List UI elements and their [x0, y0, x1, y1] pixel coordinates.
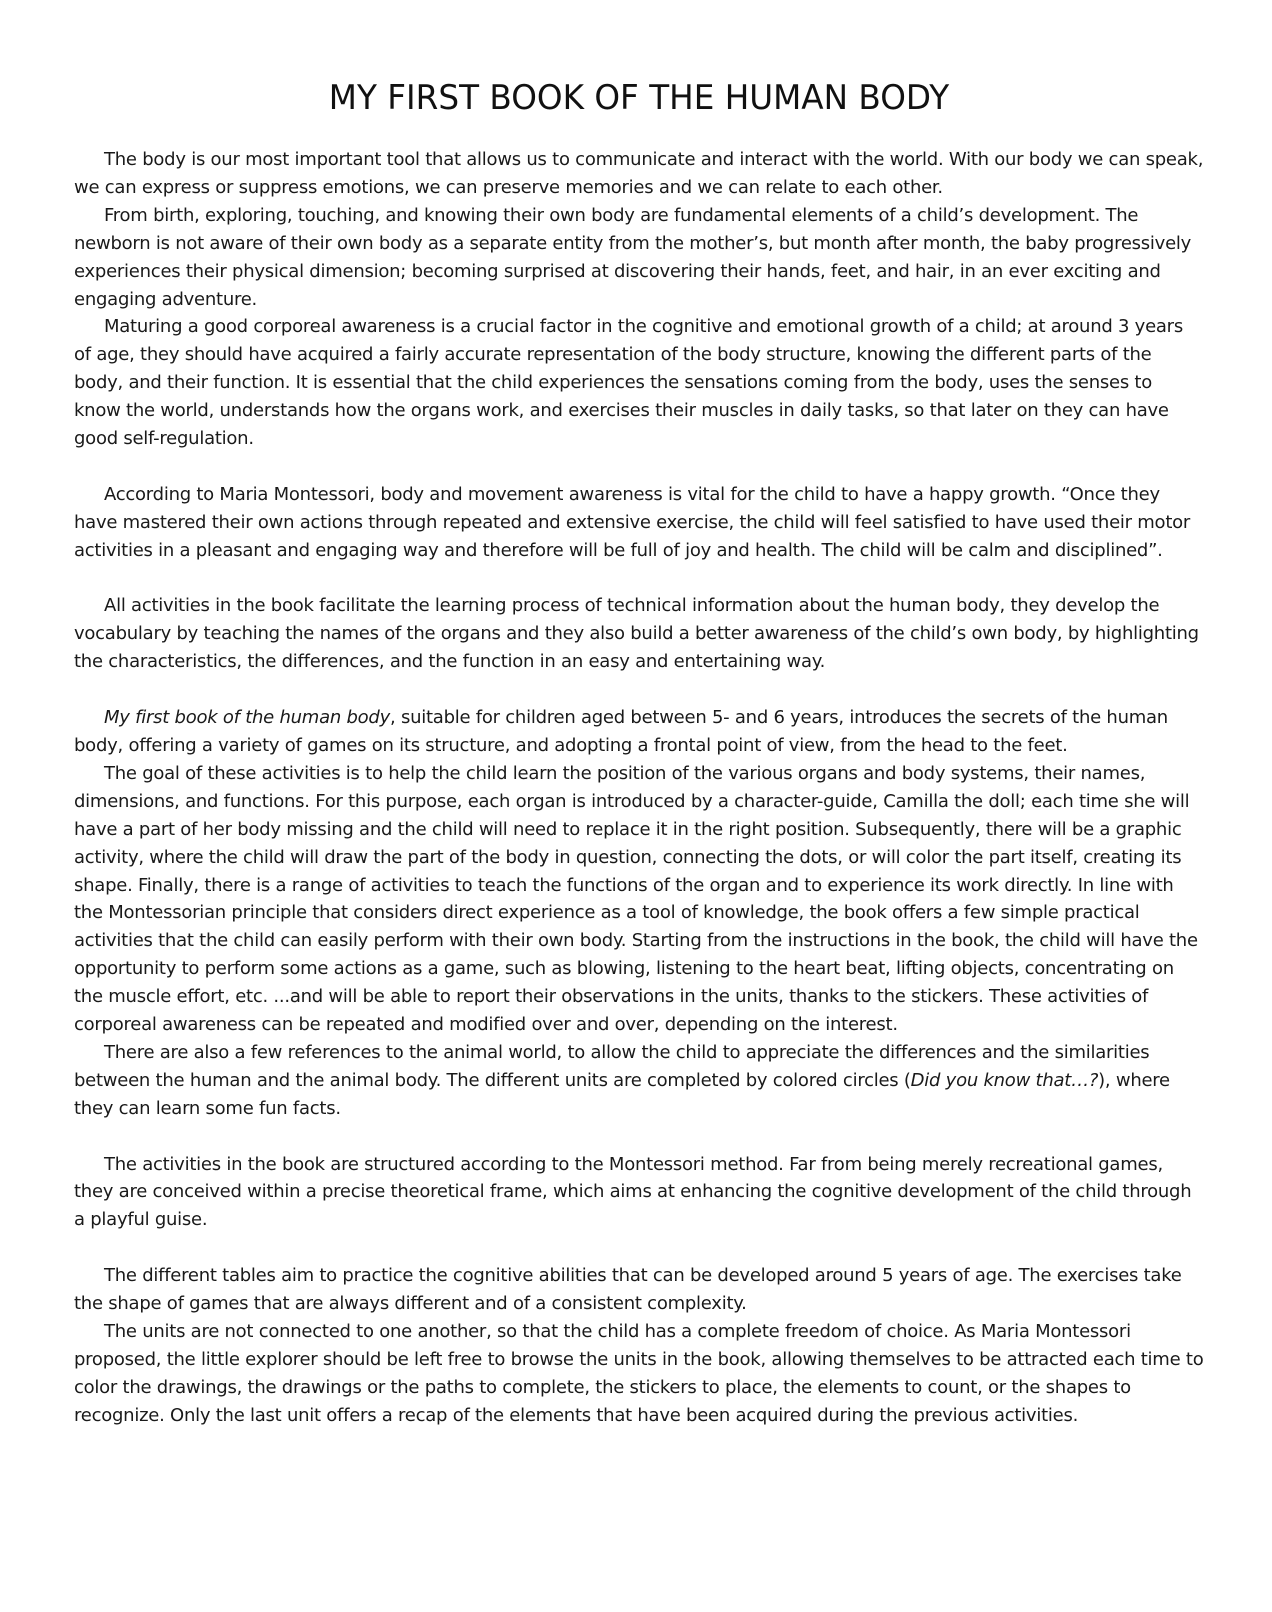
- book-intro-text: , suitable for children aged between 5- and 6 years, introduces the secrets of the human body, offering a variety of games on its structure, and adopting a frontal point of view, from the head to the feet.: [74, 707, 1168, 756]
- paragraph-animal-world: [74, 1039, 1204, 1123]
- paragraph-units-freedom: The units are not connected to one another, so that the child has a complete freedom of choice. As Maria Montessori proposed, the little explorer should be left free to browse the units in the book, allowing themselves to be attracted each time to color the drawings, the drawings or the paths to complete, the stickers to place, the elements to count, or the shapes to recognize. Only the last unit offers a recap of the elements that have been acquired during the previous activities.: [74, 1320, 1204, 1426]
- animal-world-text-after: ), where they can learn some fun facts.: [74, 1069, 1170, 1119]
- paragraph-gap: [74, 565, 1204, 593]
- page-title: MY FIRST BOOK OF THE HUMAN BODY: [328, 78, 950, 118]
- document-page: [74, 76, 1204, 1430]
- paragraph-cognitive-tables: The different tables aim to practice the cognitive abilities that can be developed around 5 years of age. The exercises take the shape of games that are always different and of a consistent complexity.: [74, 1265, 1182, 1315]
- animal-world-text-before: There are also a few references to the animal world, to allow the child to appreciate the differences and the similarities between the human and the animal body. The different units are completed by colored circles (: [74, 1041, 1150, 1091]
- paragraph-activities-goal: The goal of these activities is to help the child learn the position of the various organs and body systems, their names, dimensions, and functions. For this purpose, each organ is introduced by a character-guide, Camilla the doll; each time she will have a part of her body missing and the child will need to replace it in the right position. Subsequently, there will be a graphic activity, where the child will draw the part of the body in question, connecting the dots, or will color the part itself, creating its shape. Finally, there is a range of activities to teach the functions of the organ and to experience its work directly. In line with the Montessorian principle that considers direct experience as a tool of knowledge, the book offers a few simple practical activities that the child can easily perform with their own body. Starting from the instructions in the book, the child will have the opportunity to perform some actions as a game, such as blowing, listening to the heart beat, lifting objects, concentrating on the muscle effort, etc. ...and will be able to report their observations in the units, thanks to the stickers. These activities of corporeal awareness can be repeated and modified over and over, depending on the interest.: [74, 762, 1198, 1036]
- paragraph-gap: [74, 1234, 1204, 1262]
- paragraph-body-tool: The body is our most important tool that allows us to communicate and interact with the world. With our body we can speak, we can express or suppress emotions, we can preserve memories and we can relate to each other.: [74, 149, 1204, 198]
- paragraph-birth-exploring: From birth, exploring, touching, and knowing their own body are fundamental elements of a child’s development. The newborn is not aware of their own body as a separate entity from the mother’s, but month after month, the baby progressively experiences their physical dimension; becoming surprised at discovering their hands, feet, and hair, in an ever exciting and engaging adventure.: [74, 204, 1192, 310]
- paragraph-gap: [74, 1123, 1204, 1151]
- body-text: [74, 146, 1204, 1430]
- paragraph-activities-learning: All activities in the book facilitate the learning process of technical information about the human body, they develop the vocabulary by teaching the names of the organs and they also build a better awareness of the child’s own body, by highlighting the characteristics, the differences, and the function in an easy and entertaining way.: [74, 595, 1199, 673]
- book-title-italic: My first book of the human body: [104, 707, 391, 729]
- paragraph-gap: [74, 676, 1204, 704]
- did-you-know-italic: Did you know that…?: [910, 1069, 1099, 1091]
- paragraph-gap: [74, 453, 1204, 481]
- paragraph-corporeal-awareness: Maturing a good corporeal awareness is a crucial factor in the cognitive and emotional growth of a child; at around 3 years of age, they should have acquired a fairly accurate representation of the body structure, knowing the different parts of the body, and their function. It is essential that the child experiences the sensations coming from the body, uses the senses to know the world, understands how the organs work, and exercises their muscles in daily tasks, so that later on they can have good self-regulation.: [74, 316, 1183, 450]
- paragraph-montessori-quote: According to Maria Montessori, body and movement awareness is vital for the child to have a happy growth. “Once they have mastered their own actions through repeated and extensive exercise, the child will feel satisfied to have used their motor activities in a pleasant and engaging way and therefore will be full of joy and health. The child will be calm and disciplined”.: [74, 483, 1191, 561]
- paragraph-montessori-method: The activities in the book are structured according to the Montessori method. Far from being merely recreational games, they are conceived within a precise theoretical frame, which aims at enhancing the cognitive development of the child through a playful guise.: [74, 1153, 1192, 1231]
- paragraph-book-intro: [74, 704, 1204, 760]
